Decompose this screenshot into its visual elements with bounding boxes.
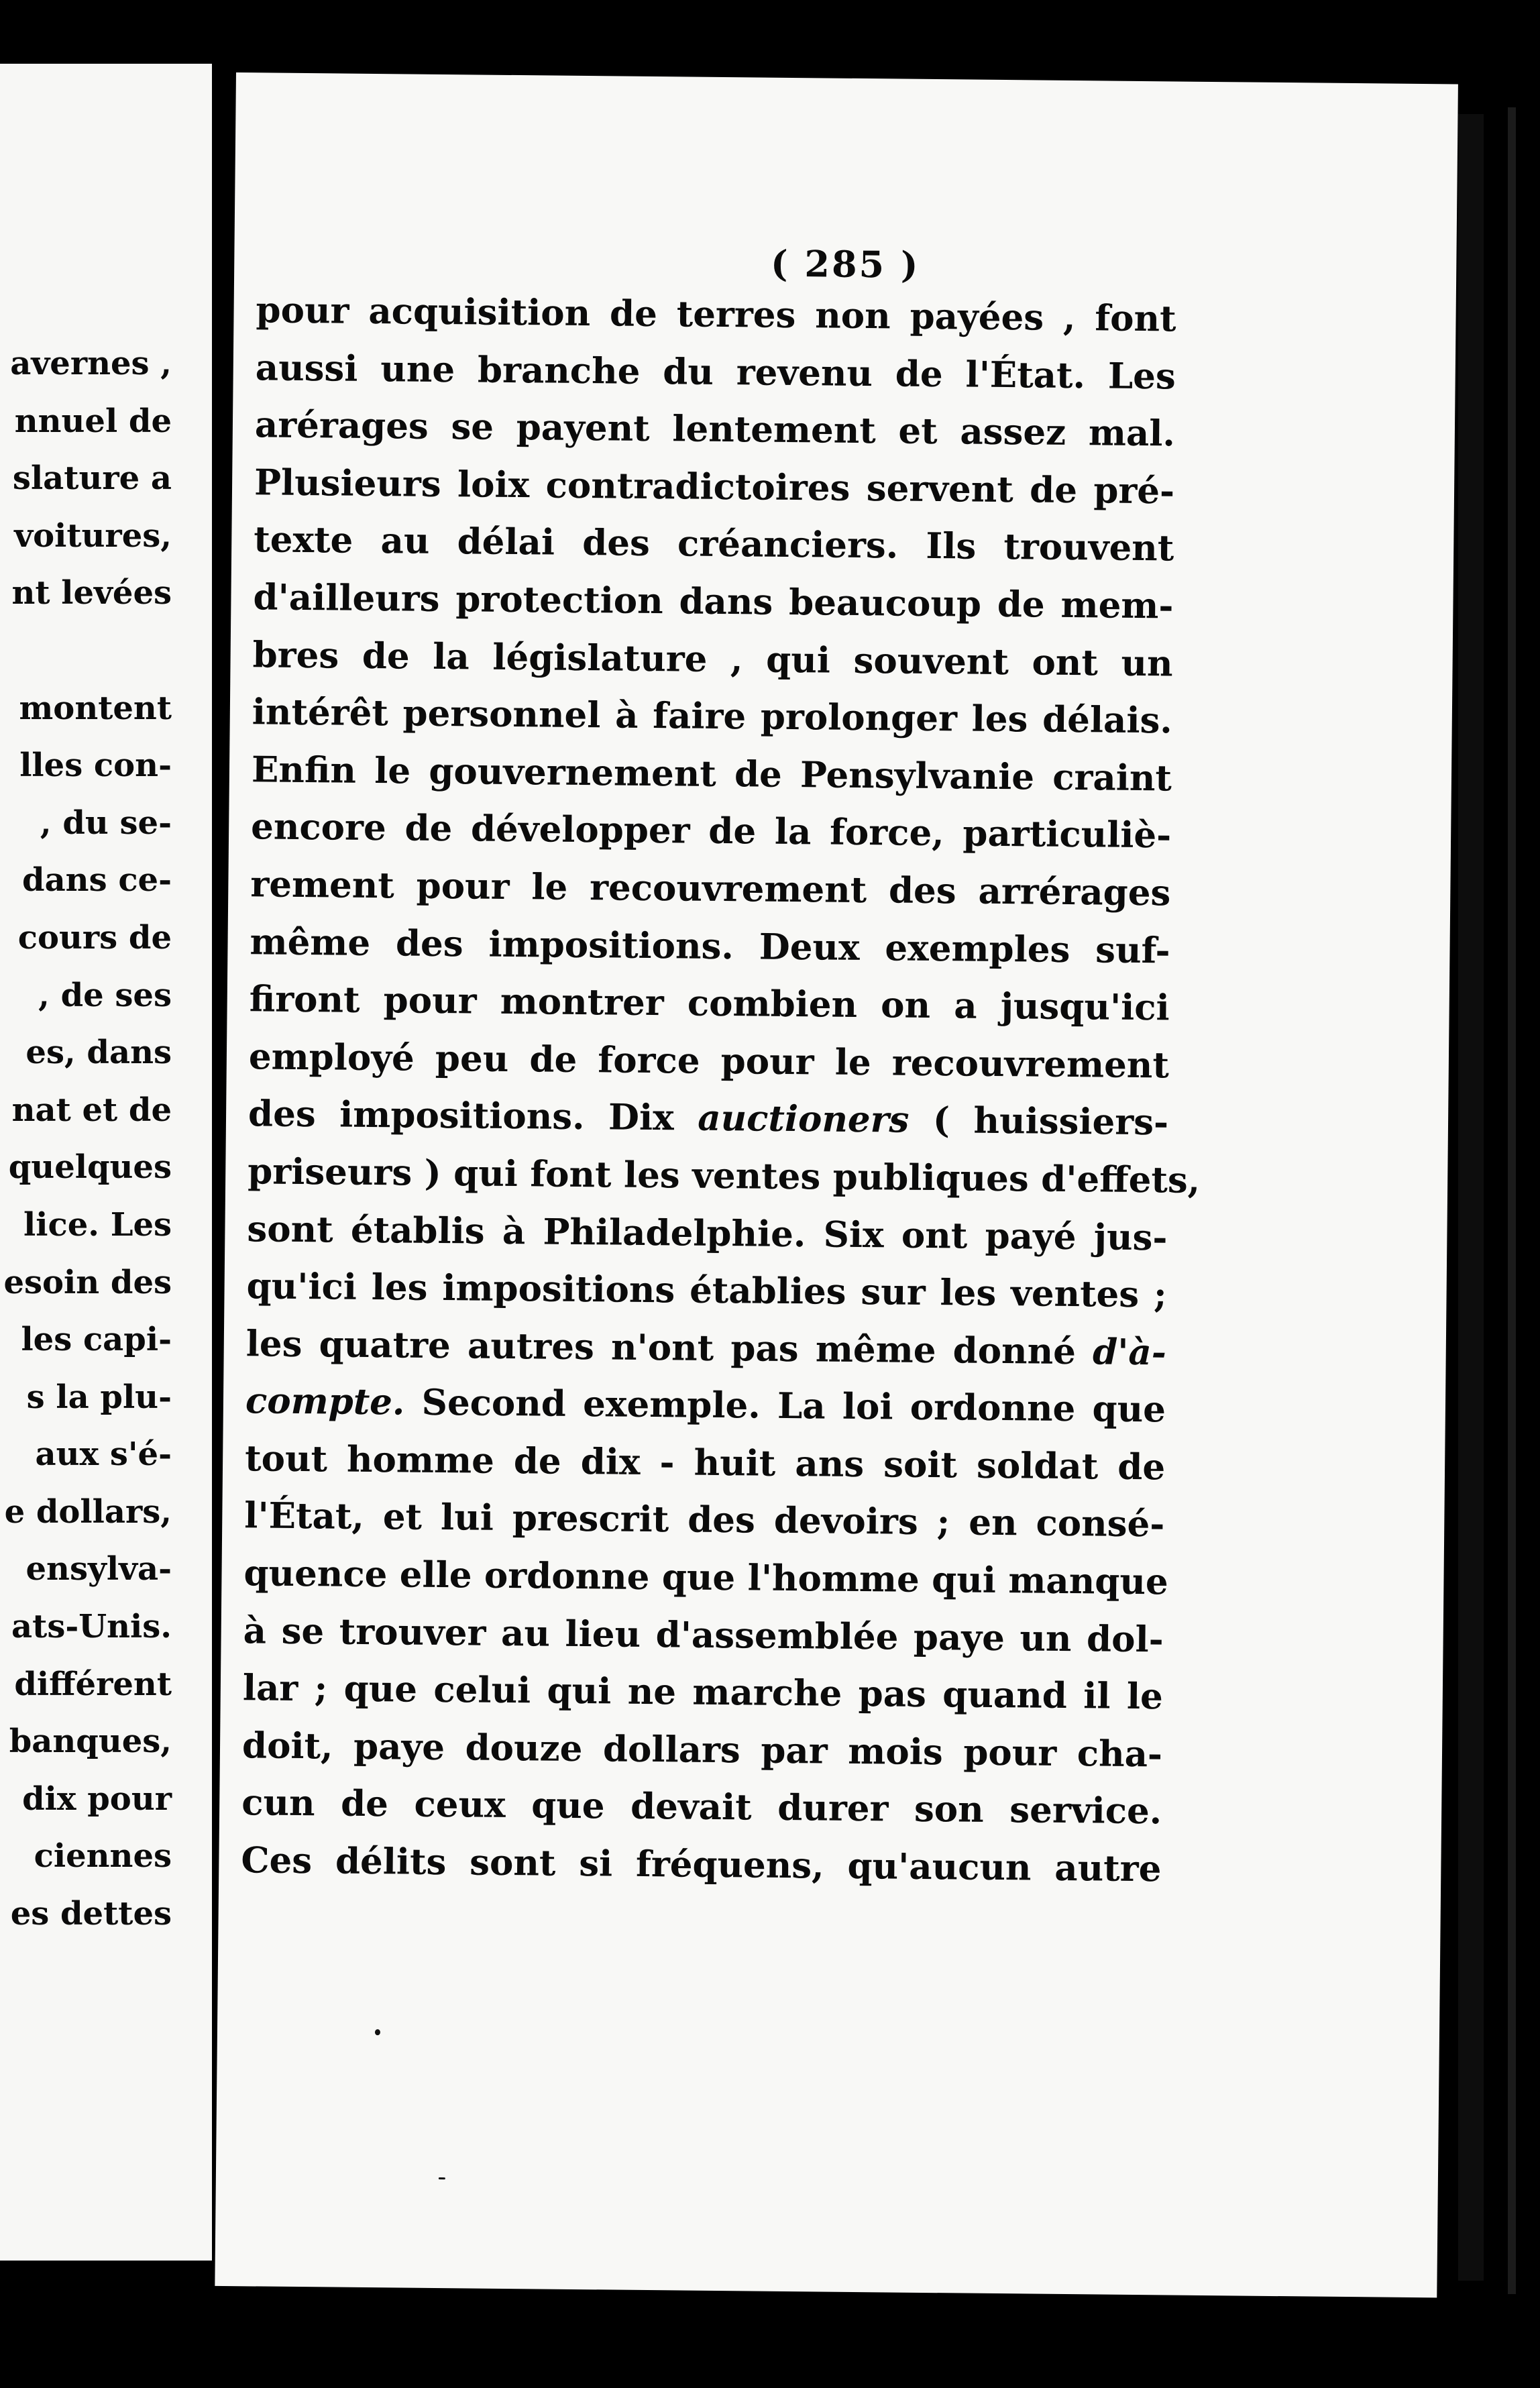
text-line: quence elle ordonne que l'homme qui manque	[243, 1552, 1168, 1603]
text-segment: ( huissiers-	[909, 1099, 1169, 1144]
text-line: Enfin le gouvernement de Pensylvanie craint	[251, 749, 1172, 800]
page-body-text	[241, 282, 1201, 1898]
left-line: lice. Les	[23, 1205, 172, 1244]
left-line: ensylva-	[25, 1550, 172, 1588]
text-segment: des impositions. Dix	[248, 1093, 675, 1139]
text-segment: Second exemple. La loi ordonne que	[404, 1381, 1166, 1431]
text-line: doit, paye douze dollars par mois pour cha-	[241, 1725, 1163, 1776]
text-line: Plusieurs loix contradictoires servent de pré-	[254, 462, 1175, 512]
text-line: cun de ceux que devait durer son service.	[241, 1782, 1162, 1833]
page-number: ( 285 )	[770, 241, 920, 286]
text-line: firont pour montrer combien on a jusqu'ici	[249, 978, 1170, 1029]
left-line: ats-Unis.	[11, 1608, 172, 1646]
left-line: slature a	[12, 459, 172, 498]
text-line: rement pour le recouvrement des arrérages	[250, 863, 1171, 914]
text-line: l'État, et lui prescrit des devoirs ; en consé-	[244, 1495, 1165, 1545]
text-line: bres de la législature , qui souvent ont un	[252, 633, 1173, 685]
left-line: différent	[14, 1665, 172, 1703]
left-line: lles con-	[19, 747, 172, 785]
text-line: lar ; que celui qui ne marche pas quand il le	[242, 1667, 1164, 1718]
left-line: les capi-	[21, 1321, 172, 1359]
text-line: intérêt personnel à faire prolonger les délais.	[252, 691, 1173, 742]
text-line: employé peu de force pour le recouvrement	[248, 1035, 1170, 1087]
left-page-text	[0, 335, 172, 1943]
italic-term-auctioners: auctioners	[698, 1097, 910, 1142]
left-line: dix pour	[22, 1780, 172, 1818]
italic-term-compte: compte.	[245, 1380, 405, 1423]
left-line: esoin des	[3, 1263, 172, 1301]
page-edge-shadow	[1458, 114, 1484, 2281]
text-line: pour acquisition de terres non payées , font	[256, 289, 1176, 340]
left-line: , de ses	[38, 976, 172, 1014]
text-line: Ces délits sont si fréquens, qu'aucun autre	[241, 1839, 1162, 1890]
left-line: s la plu-	[26, 1378, 172, 1416]
left-line: es dettes	[10, 1895, 172, 1933]
text-line: qu'ici les impositions établies sur les ventes ;	[246, 1265, 1167, 1316]
left-gap	[0, 622, 172, 680]
left-line: quelques	[8, 1148, 172, 1187]
text-line: même des impositions. Deux exemples suf-	[250, 920, 1170, 971]
text-line: texte au délai des créanciers. Ils trouvent	[254, 519, 1174, 569]
left-line: nt levées	[11, 574, 172, 612]
text-line: sont établis à Philadelphie. Six ont payé jus-	[247, 1207, 1168, 1258]
left-line: voitures,	[14, 517, 172, 555]
left-line: es, dans	[25, 1034, 172, 1072]
text-line: tout homme de dix - huit ans soit soldat de	[244, 1437, 1166, 1488]
left-line: montent	[19, 689, 172, 727]
text-line: priseurs ) qui font les ventes publiques d'effets,	[247, 1150, 1201, 1201]
italic-term-da: d'à-	[1092, 1331, 1167, 1374]
left-line: , du se-	[40, 804, 172, 842]
right-page	[215, 72, 1458, 2297]
text-line: à se trouver au lieu d'assemblée paye un dol-	[243, 1609, 1164, 1661]
text-line: d'ailleurs protection dans beaucoup de mem-	[253, 576, 1174, 627]
text-line-with-italic	[245, 1315, 1166, 1382]
page-edge-strip	[1508, 107, 1516, 2294]
text-segment: les quatre autres n'ont pas même donné	[245, 1322, 1077, 1372]
left-line: banques,	[9, 1723, 172, 1761]
left-line: e dollars,	[4, 1492, 172, 1531]
left-line: nnuel de	[14, 402, 172, 440]
left-line: avernes ,	[10, 345, 172, 382]
left-line: aux s'é-	[35, 1435, 172, 1474]
text-line: arérages se payent lentement et assez mal.	[254, 404, 1176, 455]
text-line: encore de développer de la force, particuliè-	[250, 806, 1172, 857]
text-line-with-italic	[248, 1086, 1169, 1152]
ink-speck	[439, 2177, 445, 2179]
left-page	[0, 64, 212, 2261]
text-line-with-italic	[245, 1373, 1166, 1440]
left-line: dans ce-	[22, 861, 172, 900]
ink-speck	[375, 2029, 380, 2035]
left-line: cours de	[17, 918, 172, 957]
left-line: nat et de	[11, 1091, 172, 1129]
text-line: aussi une branche du revenu de l'État. Les	[255, 346, 1176, 398]
left-line: ciennes	[34, 1837, 172, 1876]
